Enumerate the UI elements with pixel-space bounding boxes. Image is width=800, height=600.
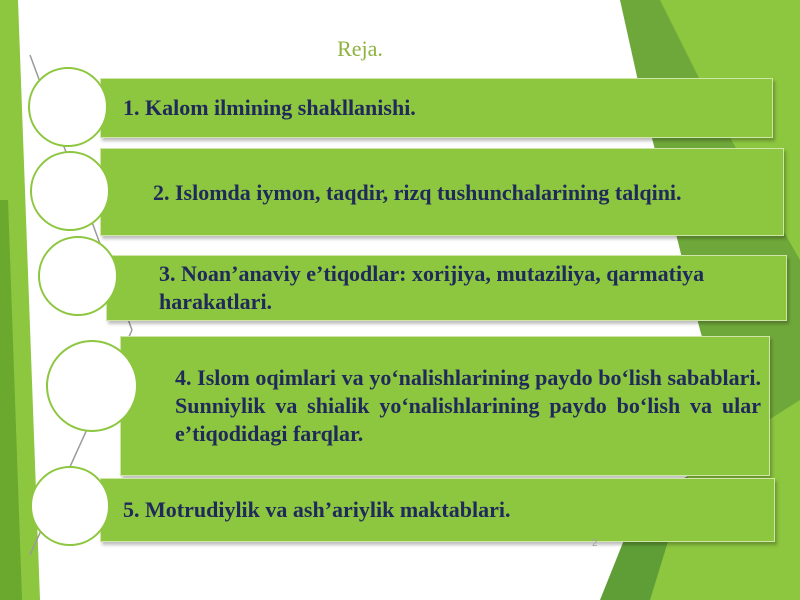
bullet-circle-5 (30, 466, 110, 546)
list-item-2-text: 2. Islomda iymon, taqdir, rizq tushunchalarining talqini. (153, 179, 682, 205)
list-item-5 (100, 478, 775, 542)
list-item-1 (100, 78, 773, 138)
list-item-2 (100, 148, 784, 236)
list-item-3-text: 3. Noan’anaviy e’tiqodlar: xorijiya, mutaziliya, qarmatiya harakatlari. (159, 261, 705, 314)
list-item-4-text: 4. Islom oqimlari va yo‘nalishlarining paydo bo‘lish sabablari. Sunniylik va shialik yo‘nalishlarining paydo bo‘lish va ular e’tiqodidagi farqlar. (175, 365, 761, 446)
bullet-circle-2 (30, 151, 110, 231)
list-item-5-text: 5. Motrudiylik va ash’ariylik maktablari. (123, 497, 511, 522)
slide-title: Reja. (337, 36, 383, 61)
bullet-circle-4 (46, 340, 138, 432)
page-number: 2 (592, 538, 598, 549)
list-item-3 (106, 255, 787, 321)
list-item-1-text: 1. Kalom ilmining shakllanishi. (123, 95, 416, 120)
list-item-4 (120, 336, 770, 476)
bullet-circle-1 (28, 67, 108, 147)
bullet-circle-3 (38, 236, 118, 316)
